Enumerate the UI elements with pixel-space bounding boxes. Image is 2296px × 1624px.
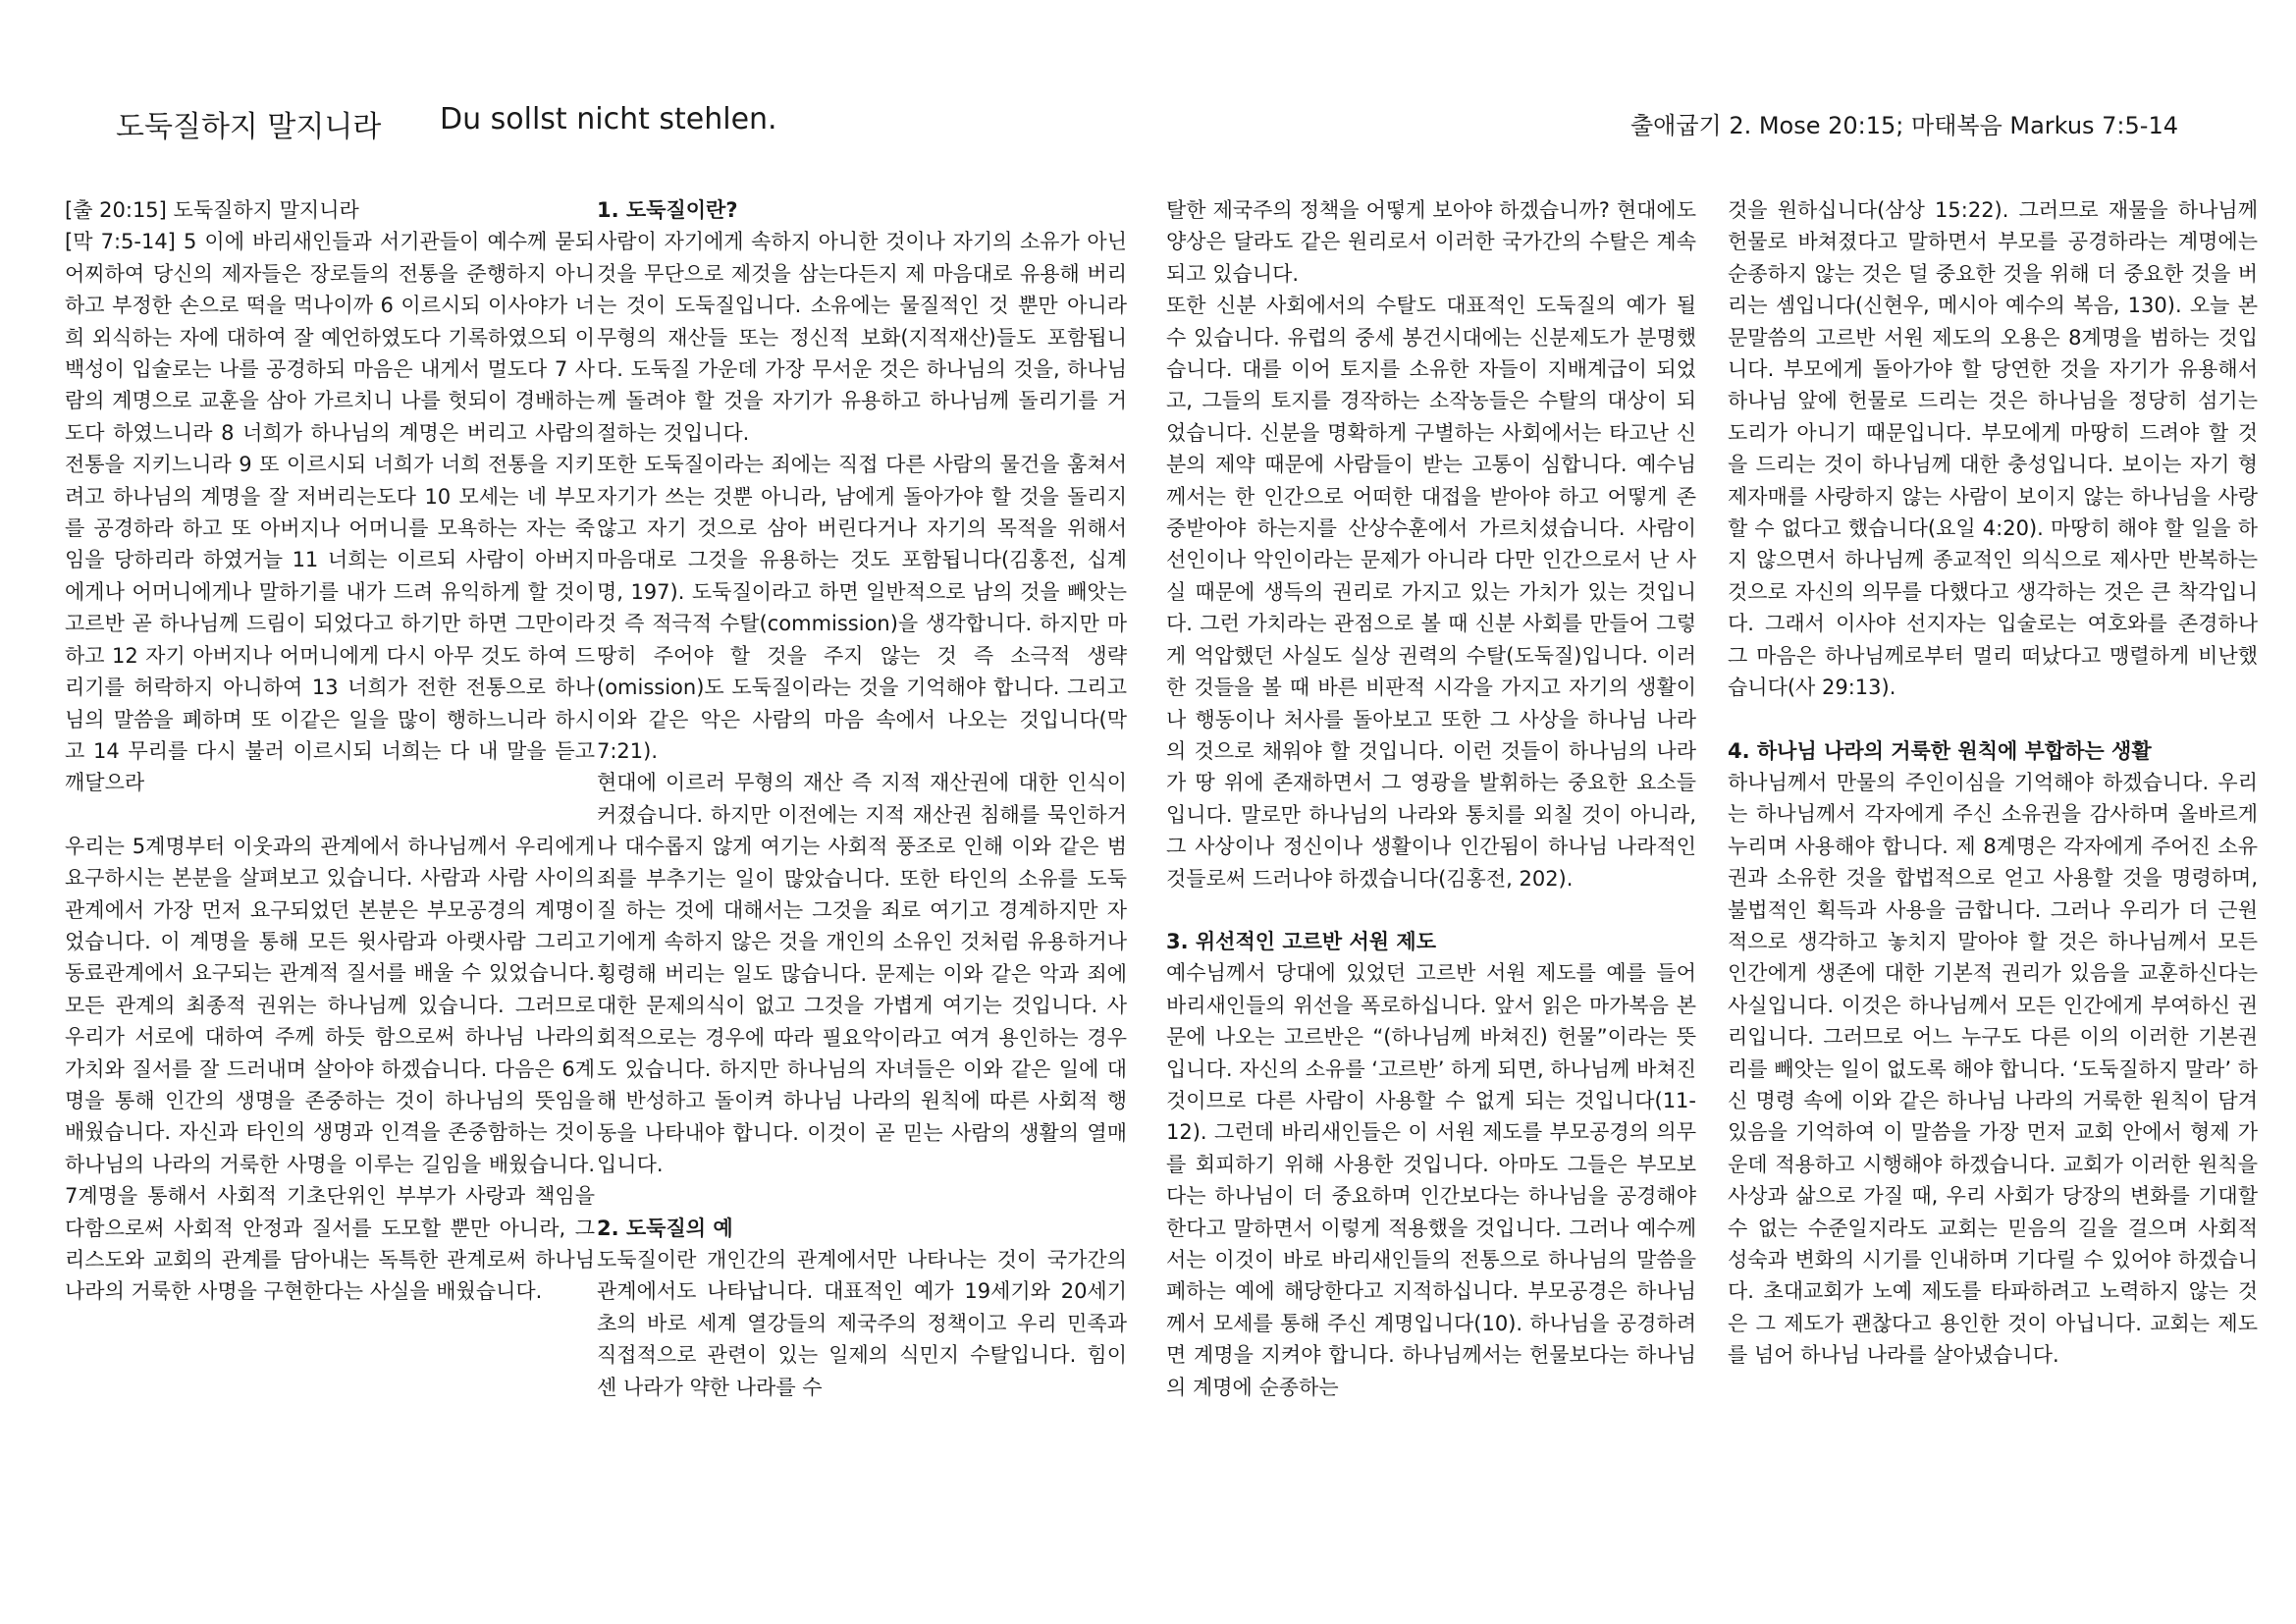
title-german: Du sollst nicht stehlen.: [440, 102, 777, 136]
column-2: [597, 194, 1127, 1569]
paragraph: 현대에 이르러 무형의 재산 즉 지적 재산권에 대한 인식이 커졌습니다. 하지만 이전에는 지적 재산권 침해를 묵인하거나 대수롭지 않게 여기는 사회적 풍조로 인해 이와 같은 범죄를 부추기는 일이 많았습니다. 또한 타인의 소유를 도둑질 하는 것에 대해서는 그것을 죄로 여기고 경계하지만 자기에게 속하지 않은 것을 개인의 소유인 것처럼 유용하거나 횡령해 버리는 일도 많습니다. 문제는 이와 같은 악과 죄에 대한 문제의식이 없고 그것을 가볍게 여기는 것입니다. 사회적으로는 경우에 따라 필요악이라고 여겨 용인하는 경우도 있습니다. 하지만 하나님의 자녀들은 이와 같은 일에 대해 반성하고 돌이켜 하나님 나라의 원칙에 따른 사회적 행동을 나타내야 합니다. 이것이 곧 믿는 사람의 생활의 열매입니다.: [597, 771, 1127, 1177]
paragraph: 사람이 자기에게 속하지 아니한 것이나 자기의 소유가 아닌 것을 무단으로 제것을 삼는다든지 제 마음대로 유용해 버리는 것이 도둑질입니다. 소유에는 물질적인 것 뿐만 아니라 무형의 재산들 또는 정신적 보화(지적재산)들도 포함됩니다. 도둑질 가운데 가장 무서운 것은 하나님의 것을, 하나님께 돌려야 할 것을 자기가 유용하고 하나님께 돌리기를 거절하는 것입니다.: [597, 230, 1127, 445]
section-heading-2: 2. 도둑질의 예: [597, 1216, 733, 1240]
intro-paragraph: 우리는 5계명부터 이웃과의 관계에서 하나님께서 우리에게 요구하시는 본분을 살펴보고 있습니다. 사람과 사람 사이의 관계에서 가장 먼저 요구되었던 본분은 부모공경의 계명이었습니다. 이 계명을 통해 모든 윗사람과 아랫사람 그리고 동료관계에서 요구되는 관계적 질서를 배울 수 있었습니다. 모든 관계의 최종적 권위는 하나님께 있습니다. 그러므로 우리가 서로에 대하여 주께 하듯 함으로써 하나님 나라의 가치와 질서를 잘 드러내며 살아야 하겠습니다. 다음은 6계명을 통해 인간의 생명을 존중하는 것이 하나님의 뜻임을 배웠습니다. 자신과 타인의 생명과 인격을 존중함하는 것이 하나님의 나라의 거룩한 사명을 이루는 길임을 배웠습니다. 7계명을 통해서 사회적 기초단위인 부부가 사랑과 책임을 다함으로써 사회적 안정과 질서를 도모할 뿐만 아니라, 그리스도와 교회의 관계를 담아내는 독특한 관계로써 하나님 나라의 거룩한 사명을 구현한다는 사실을 배웠습니다.: [65, 834, 595, 1304]
section-heading-3: 3. 위선적인 고르반 서원 제도: [1166, 929, 1436, 953]
paragraph: 도둑질이란 개인간의 관계에서만 나타나는 것이 국가간의 관계에서도 나타납니다. 대표적인 예가 19세기와 20세기 초의 바로 세계 열강들의 제국주의 정책이고 우리 민족과 직접적으로 관련이 있는 일제의 식민지 수탈입니다. 힘이 센 나라가 약한 나라를 수: [597, 1248, 1127, 1399]
paragraph: 예수님께서 당대에 있었던 고르반 서원 제도를 예를 들어 바리새인들의 위선을 폭로하십니다. 앞서 읽은 마가복음 본문에 나오는 고르반은 “(하나님께 바쳐진) 헌물”이라는 뜻입니다. 자신의 소유를 ‘고르반’ 하게 되면, 하나님께 바쳐진 것이므로 다른 사람이 사용할 수 없게 되는 것입니다(11-12). 그런데 바리새인들은 이 서원 제도를 부모공경의 의무를 회피하기 위해 사용한 것입니다. 아마도 그들은 부모보다는 하나님이 더 중요하며 인간보다는 하나님을 공경해야 한다고 말하면서 이렇게 적용했을 것입니다. 그러나 예수께서는 이것이 바로 바리새인들의 전통으로 하나님의 말씀을 폐하는 예에 해당한다고 지적하십니다. 부모공경은 하나님께서 모세를 통해 주신 계명입니다(10). 하나님을 공경하려면 계명을 지켜야 합니다. 하나님께서는 헌물보다는 하나님의 계명에 순종하는: [1166, 961, 1696, 1399]
column-4: [1728, 194, 2258, 1569]
page-header: [116, 102, 2178, 144]
title-korean: 도둑질하지 말지니라: [116, 110, 382, 144]
scripture-reference: 출애굽기 2. Mose 20:15; 마태복음 Markus 7:5-14: [1629, 112, 2178, 139]
paragraph: 또한 도둑질이라는 죄에는 직접 다른 사람의 물건을 훔쳐서 자기가 쓰는 것뿐 아니라, 남에게 돌아가야 할 것을 돌리지 않고 자기 것으로 삼아 버린다거나 자기의 목적을 위해서 마음대로 그것을 유용하는 것도 포함됩니다(김홍전, 십계명, 197). 도둑질이라고 하면 일반적으로 남의 것을 빼앗는 것 즉 적극적 수탈(commission)을 생각합니다. 하지만 마땅히 주어야 할 것을 주지 않는 것 즉 소극적 생략(omission)도 도둑질이라는 것을 기억해야 합니다. 그리고 이와 같은 악은 사람의 마음 속에서 나오는 것입니다(막 7:21).: [597, 453, 1127, 763]
scripture-text-mark: [막 7:5-14] 5 이에 바리새인들과 서기관들이 예수께 묻되 어찌하여 당신의 제자들은 장로들의 전통을 준행하지 아니하고 부정한 손으로 떡을 먹나이까 6 이르시되 이사야가 너희 외식하는 자에 대하여 잘 예언하였도다 기록하였으되 이 백성이 입술로는 나를 공경하되 마음은 내게서 멀도다 7 사람의 계명으로 교훈을 삼아 가르치니 나를 헛되이 경배하는도다 하였느니라 8 너희가 하나님의 계명은 버리고 사람의 전통을 지키느니라 9 또 이르시되 너희가 너희 전통을 지키려고 하나님의 계명을 잘 저버리는도다 10 모세는 네 부모를 공경하라 하고 또 아버지나 어머니를 모욕하는 자는 죽임을 당하리라 하였거늘 11 너희는 이르되 사람이 아버지에게나 어머니에게나 말하기를 내가 드려 유익하게 할 것이 고르반 곧 하나님께 드림이 되었다고 하기만 하면 그만이라 하고 12 자기 아버지나 어머니에게 다시 아무 것도 하여 드리기를 허락하지 아니하여 13 너희가 전한 전통으로 하나님의 말씀을 폐하며 또 이같은 일을 많이 행하느니라 하시고 14 무리를 다시 불러 이르시되 너희는 다 내 말을 듣고 깨달으라: [65, 230, 595, 795]
column-3: [1166, 194, 1696, 1569]
paragraph: 탈한 제국주의 정책을 어떻게 보아야 하겠습니까? 현대에도 양상은 달라도 같은 원리로서 이러한 국가간의 수탈은 계속되고 있습니다.: [1166, 198, 1696, 286]
section-heading-1: 1. 도둑질이란?: [597, 198, 738, 222]
paragraph: 또한 신분 사회에서의 수탈도 대표적인 도둑질의 예가 될 수 있습니다. 유럽의 중세 봉건시대에는 신분제도가 분명했습니다. 대를 이어 토지를 소유한 자들이 지배계급이 되었고, 그들의 토지를 경작하는 소작농들은 수탈의 대상이 되었습니다. 신분을 명확하게 구별하는 사회에서는 타고난 신분의 제약 때문에 사람들이 받는 고통이 심합니다. 예수님께서는 한 인간으로 어떠한 대접을 받아야 하고 어떻게 존중받아야 하는지를 산상수훈에서 가르치셨습니다. 사람이 선인이나 악인이라는 문제가 아니라 다만 인간으로서 난 사실 때문에 생득의 권리로 가지고 있는 가치가 있는 것입니다. 그런 가치라는 관점으로 볼 때 신분 사회를 만들어 그렇게 억압했던 사실도 실상 권력의 수탈(도둑질)입니다. 이러한 것들을 볼 때 바른 비판적 시각을 가지고 자기의 생활이나 행동이나 처사를 돌아보고 또한 그 사상을 하나님 나라의 것으로 채워야 할 것입니다. 이런 것들이 하나님의 나라가 땅 위에 존재하면서 그 영광을 발휘하는 중요한 요소들입니다. 말로만 하나님의 나라와 통치를 외칠 것이 아니라, 그 사상이나 정신이나 생활이나 인간됨이 하나님 나라적인 것들로써 드러나야 하겠습니다(김홍전, 202).: [1166, 294, 1696, 891]
paragraph: 것을 원하십니다(삼상 15:22). 그러므로 재물을 하나님께 헌물로 바쳐졌다고 말하면서 부모를 공경하라는 계명에는 순종하지 않는 것은 덜 중요한 것을 위해 더 중요한 것을 버리는 셈입니다(신현우, 메시아 예수의 복음, 130). 오늘 본문말씀의 고르반 서원 제도의 오용은 8계명을 범하는 것입니다. 부모에게 돌아가야 할 당연한 것을 자기가 유용해서 하나님 앞에 헌물로 드리는 것은 하나님을 정당히 섬기는 도리가 아니기 때문입니다. 부모에게 마땅히 드려야 할 것을 드리는 것이 하나님께 대한 충성입니다. 보이는 자기 형제자매를 사랑하지 않는 사람이 보이지 않는 하나님을 사랑할 수 없다고 했습니다(요일 4:20). 마땅히 해야 할 일을 하지 않으면서 하나님께 종교적인 의식으로 제사만 반복하는 것으로 자신의 의무를 다했다고 생각하는 것은 큰 착각입니다. 그래서 이사야 선지자는 입술로는 여호와를 존경하나 그 마음은 하나님께로부터 멀리 떠났다고 맹렬하게 비난했습니다(사 29:13).: [1728, 198, 2258, 700]
column-1: [65, 194, 595, 1569]
paragraph: 하나님께서 만물의 주인이심을 기억해야 하겠습니다. 우리는 하나님께서 각자에게 주신 소유권을 감사하며 올바르게 누리며 사용해야 합니다. 제 8계명은 각자에게 주어진 소유권과 소유한 것을 합법적으로 얻고 사용할 것을 명령하며, 불법적인 획득과 사용을 금합니다. 그러나 우리가 더 근원적으로 생각하고 놓치지 말아야 할 것은 하나님께서 모든 인간에게 생존에 대한 기본적 권리가 있음을 교훈하신다는 사실입니다. 이것은 하나님께서 모든 인간에게 부여하신 권리입니다. 그러므로 어느 누구도 다른 이의 이러한 기본권리를 빼앗는 일이 없도록 해야 합니다. ‘도둑질하지 말라’ 하신 명령 속에 이와 같은 하나님 나라의 거룩한 원칙이 담겨 있음을 기억하여 이 말씀을 가장 먼저 교회 안에서 형제 가운데 적용하고 시행해야 하겠습니다. 교회가 이러한 원칙을 사상과 삶으로 가질 때, 우리 사회가 당장의 변화를 기대할 수 없는 수준일지라도 교회는 믿음의 길을 걸으며 사회적 성숙과 변화의 시기를 인내하며 기다릴 수 있어야 하겠습니다. 초대교회가 노예 제도를 타파하려고 노력하지 않는 것은 그 제도가 괜찮다고 용인한 것이 아닙니다. 교회는 제도를 넘어 하나님 나라를 살아냈습니다.: [1728, 770, 2258, 1368]
section-heading-4: 4. 하나님 나라의 거룩한 원칙에 부합하는 생활: [1728, 738, 2152, 763]
scripture-ref-exodus: [출 20:15] 도둑질하지 말지니라: [65, 198, 359, 222]
